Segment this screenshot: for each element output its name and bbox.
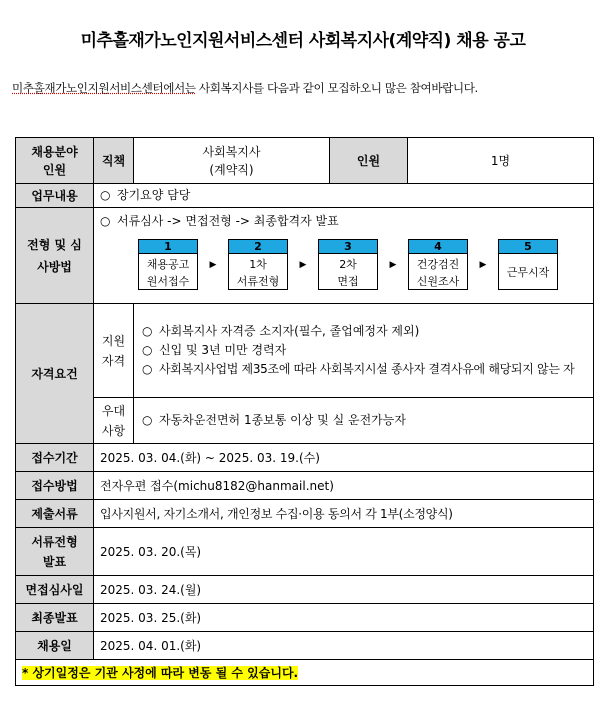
note-cell [16,660,594,686]
process-summary: 서류심사 -> 면접전형 -> 최종합격자 발표 [117,214,339,228]
duties-cell [94,184,594,208]
row-label: 최종발표 [16,604,94,632]
process-label: 전형 및 심 사방법 [16,208,94,304]
intro-center-name: 미추홀재가노인지원서비스센터에서는 [12,81,196,95]
intro-text [12,80,602,96]
job-label: 직책 [94,138,134,184]
row-label: 접수기간 [16,444,94,472]
preference-item: 자동차운전면허 1종보통 이상 및 실 운전가능자 [159,413,406,427]
row-value: 2025. 03. 20.(목) [94,528,594,576]
row-value: 전자우편 접수(michu8182@hanmail.net) [94,472,594,500]
requirement-label: 지원 자격 [94,304,134,398]
step-number: 4 [409,240,467,254]
arrow-right-icon: ▶ [209,259,217,270]
circle-bullet-icon: ○ [100,214,111,228]
step-number: 5 [499,240,557,254]
step-number: 3 [319,240,377,254]
circle-bullet-icon: ○ [142,343,153,357]
duties-label: 업무내용 [16,184,94,208]
step-box [408,239,468,290]
job-value: 사회복지사 (계약직) [134,138,330,184]
step-text: 1차 서류전형 [236,258,280,288]
circle-bullet-icon: ○ [100,188,111,202]
process-cell [94,208,594,304]
arrow-right-icon: ▶ [389,259,397,270]
preference-cell [134,398,594,444]
step-number: 2 [229,240,287,254]
row-label: 접수방법 [16,472,94,500]
step-box [498,239,558,290]
recruitment-table [15,137,594,686]
step-box [228,239,288,290]
schedule-note: * 상기일정은 기관 사정에 따라 변동 될 수 있습니다. [22,666,299,680]
requirement-item: 사회복지사 자격증 소지자(필수, 졸업예정자 제외) [159,324,420,338]
row-label: 제출서류 [16,500,94,528]
intro-rest: 사회복지사를 다음과 같이 모집하오니 많은 참여바랍니다. [195,81,478,95]
preference-label: 우대 사항 [94,398,134,444]
count-value: 1명 [408,138,594,184]
process-steps [138,239,587,290]
step-number: 1 [139,240,197,254]
field-label: 채용분야 인원 [16,138,94,184]
row-value: 입사지원서, 자기소개서, 개인정보 수집·이용 동의서 각 1부(소정양식) [94,500,594,528]
step-text: 2차 면접 [337,258,359,288]
arrow-right-icon: ▶ [299,259,307,270]
step-text: 근무시작 [506,266,550,279]
requirement-cell [134,304,594,398]
step-box [138,239,198,290]
count-label: 인원 [330,138,408,184]
row-value: 2025. 03. 04.(화) ~ 2025. 03. 19.(수) [94,444,594,472]
row-value: 2025. 03. 24.(월) [94,576,594,604]
duties-value: 장기요양 담당 [117,188,191,202]
step-box [318,239,378,290]
arrow-right-icon: ▶ [479,259,487,270]
step-text: 건강검진 신원조사 [416,258,460,288]
row-value: 2025. 03. 25.(화) [94,604,594,632]
row-label: 면접심사일 [16,576,94,604]
row-label: 채용일 [16,632,94,660]
qualification-label: 자격요건 [16,304,94,444]
row-label: 서류전형 발표 [16,528,94,576]
page-title: 미추홀재가노인지원서비스센터 사회복지사(계약직) 채용 공고 [80,31,526,51]
circle-bullet-icon: ○ [142,413,153,427]
step-text: 채용공고 원서접수 [146,258,190,288]
circle-bullet-icon: ○ [142,362,153,376]
requirement-item: 사회복지사업법 제35조에 따라 사회복지시설 종사자 결격사유에 해당되지 않는 자 [159,362,575,376]
circle-bullet-icon: ○ [142,324,153,338]
row-value: 2025. 04. 01.(화) [94,632,594,660]
requirement-item: 신입 및 3년 미만 경력자 [159,343,287,357]
